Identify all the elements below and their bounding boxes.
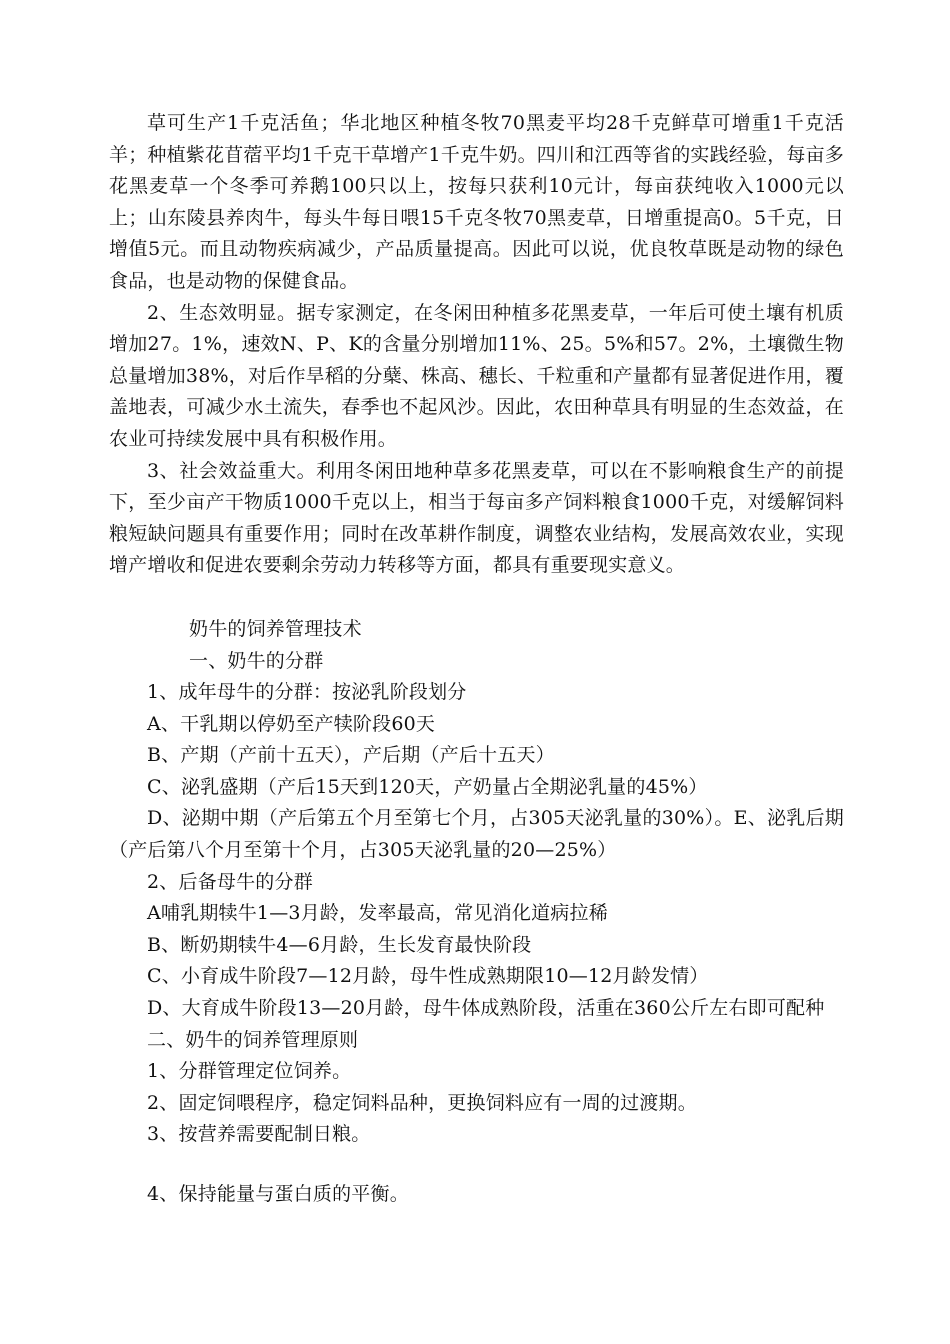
subsection-heading-grouping: 一、奶牛的分群 — [189, 649, 324, 672]
list-item: C、小育成牛阶段7—12月龄，母牛性成熟期限10—12月龄发情） — [147, 965, 709, 988]
list-item: 3、按营养需要配制日粮。 — [147, 1123, 371, 1146]
section-title: 奶牛的饲养管理技术 — [189, 617, 362, 640]
document-page — [109, 108, 844, 1211]
list-item: 1、分群管理定位饲养。 — [147, 1060, 352, 1083]
paragraph-benefits-economic: 草可生产1千克活鱼；华北地区种植冬牧70黑麦平均28千克鲜草可增重1千克活羊；种植紫花苜蓿平均1千克干草增产1千克牛奶。四川和江西等省的实践经验，每亩多花黑麦草一个冬季可养鹅100只以上，按每只获利10元计，每亩获纯收入1000元以上；山东陵县养肉牛，每头牛每日喂15千克冬牧70黑麦草，日增重提高0。5千克，日增值5元。而且动物疾病减少，产品质量提高。因此可以说，优良牧草既是动物的绿色食品，也是动物的保健食品。 — [109, 112, 844, 292]
list-item: 1、成年母牛的分群：按泌乳阶段划分 — [147, 681, 467, 704]
list-item: 2、固定饲喂程序，稳定饲料品种，更换饲料应有一周的过渡期。 — [147, 1091, 697, 1114]
list-item: C、泌乳盛期（产后15天到120天，产奶量占全期泌乳量的45%） — [147, 775, 708, 798]
list-item: B、断奶期犊牛4—6月龄，生长发育最快阶段 — [147, 933, 532, 956]
paragraph-benefits-social: 3、社会效益重大。利用冬闲田地种草多花黑麦草，可以在不影响粮食生产的前提下，至少亩产干物质1000千克以上，相当于每亩多产饲料粮食1000千克，对缓解饲料粮短缺问题具有重要作用；同时在改革耕作制度，调整农业结构，发展高效农业，实现增产增收和促进农要剩余劳动力转移等方面，都具有重要现实意义。 — [109, 459, 844, 577]
list-item: D、泌期中期（产后第五个月至第七个月，占305天泌乳量的30%）。E、泌乳后期（产后第八个月至第十个月，占305天泌乳量的20—25%） — [109, 807, 844, 862]
subsection-heading-principles: 二、奶牛的饲养管理原则 — [147, 1028, 359, 1051]
list-item: D、大育成牛阶段13—20月龄，母牛体成熟阶段，活重在360公斤左右即可配种 — [147, 997, 825, 1020]
list-item: 4、保持能量与蛋白质的平衡。 — [147, 1183, 409, 1205]
list-item: A、干乳期以停奶至产犊阶段60天 — [147, 712, 436, 735]
list-item: B、产期（产前十五天），产后期（产后十五天） — [147, 744, 555, 767]
spacer — [109, 1151, 844, 1179]
paragraph-benefits-ecological: 2、生态效明显。据专家测定，在冬闲田种植多花黑麦草，一年后可使土壤有机质增加27。1%，速效N、P、K的含量分别增加11%、25。5%和57。2%，土壤微生物总量增加38%，对后作旱稻的分蘖、株高、穗长、千粒重和产量都有显著促进作用，覆盖地表，可减少水土流失，春季也不起风沙。因此，农田种草具有明显的生态效益，在农业可持续发展中具有积极作用。 — [109, 301, 844, 450]
list-item: A哺乳期犊牛1—3月龄，发率最高，常见消化道病拉稀 — [147, 902, 608, 925]
spacer — [109, 582, 844, 614]
list-item: 2、后备母牛的分群 — [147, 870, 313, 893]
